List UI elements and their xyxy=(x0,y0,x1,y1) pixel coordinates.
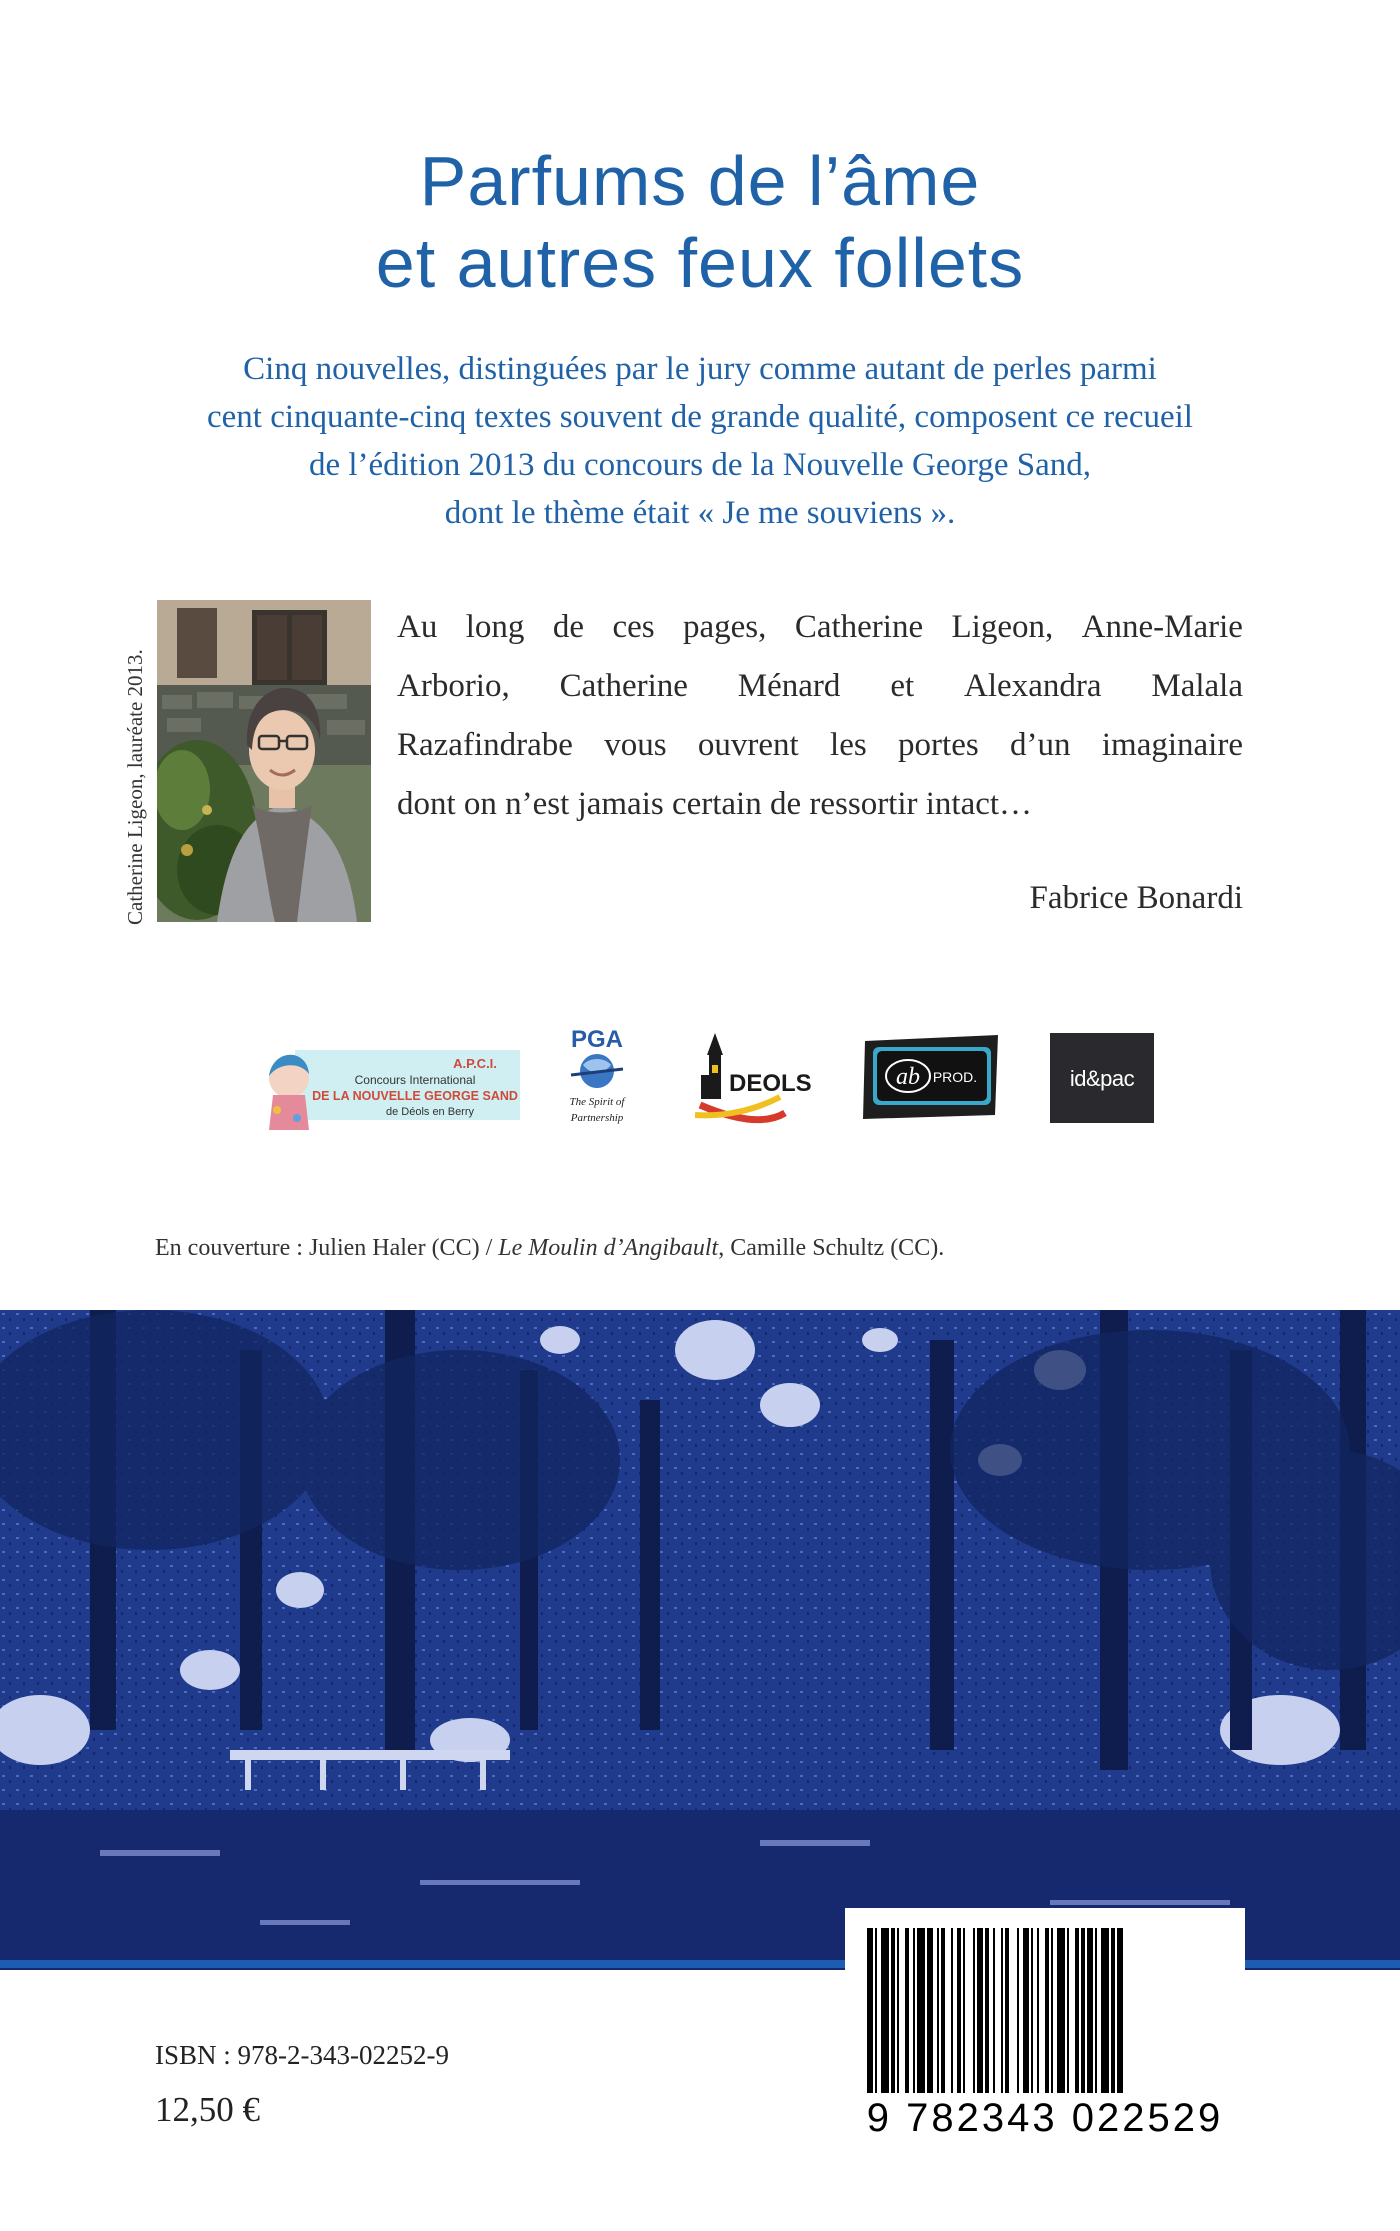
apci-line4: de Déols en Berry xyxy=(385,1106,475,1118)
barcode-bar xyxy=(1051,1928,1053,2093)
intro-line: de l’édition 2013 du concours de la Nouvelle George Sand, xyxy=(308,447,1092,483)
barcode-bar xyxy=(1001,1928,1003,2093)
barcode-digits: 9 782343 022529 xyxy=(866,2096,1224,2140)
barcode-bar xyxy=(867,1928,873,2093)
barcode-bar xyxy=(963,1928,965,2093)
barcode-bar xyxy=(1037,1928,1039,2093)
barcode-bars xyxy=(845,1908,1245,2098)
idpac-logo xyxy=(1050,1033,1154,1123)
barcode-bar xyxy=(1087,1928,1093,2093)
word: pages, xyxy=(683,609,767,645)
word: Anne-Marie xyxy=(1081,609,1243,645)
author-photo xyxy=(157,600,371,922)
barcode-bar xyxy=(881,1928,889,2093)
barcode-bar xyxy=(977,1928,983,2093)
barcode-bar xyxy=(1023,1928,1029,2093)
book-title xyxy=(0,140,1400,304)
intro-line: Cinq nouvelles, distinguées par le jury comme autant de perles parmi xyxy=(243,351,1157,387)
body-line xyxy=(397,657,1243,716)
apci-line1: A.P.C.I. xyxy=(453,1056,497,1071)
photo-caption: Catherine Ligeon, lauréate 2013. xyxy=(123,649,147,925)
barcode-bar xyxy=(917,1928,925,2093)
intro-line: cent cinquante-cinq textes souvent de grande qualité, composent ce recueil xyxy=(207,399,1193,435)
abprod-mark: ab xyxy=(896,1064,920,1090)
barcode-bar xyxy=(1075,1928,1079,2093)
price: 12,50 € xyxy=(155,2090,260,2129)
word: Alexandra xyxy=(964,668,1102,704)
cover-credits xyxy=(155,1235,944,1262)
barcode-bar xyxy=(1095,1928,1097,2093)
barcode-bar xyxy=(891,1928,895,2093)
word: ces xyxy=(612,609,655,645)
barcode-bar xyxy=(957,1928,961,2093)
signature: Fabrice Bonardi xyxy=(1029,880,1243,916)
barcode-bar xyxy=(1067,1928,1069,2093)
barcode-bar xyxy=(993,1928,995,2093)
pga-logo xyxy=(553,1025,641,1130)
idpac-name: id&pac xyxy=(1069,1066,1135,1091)
barcode xyxy=(845,1908,1245,2138)
intro-paragraph xyxy=(100,345,1300,537)
deols-logo xyxy=(695,1025,825,1135)
barcode-bar xyxy=(1101,1928,1109,2093)
word: d’un xyxy=(1010,727,1071,763)
word: les xyxy=(830,727,867,763)
body-paragraph xyxy=(397,598,1243,834)
body-line xyxy=(397,775,1243,834)
credits-title: Le Moulin d’Angibault xyxy=(498,1235,719,1261)
barcode-bar xyxy=(1017,1928,1019,2093)
word: Arborio, xyxy=(397,668,510,704)
body-line xyxy=(397,598,1243,657)
barcode-bar xyxy=(1057,1928,1065,2093)
word: vous xyxy=(604,727,667,763)
apci-line2: Concours International xyxy=(354,1073,476,1087)
barcode-bar xyxy=(1045,1928,1049,2093)
word: Au xyxy=(397,609,438,645)
credits-prefix: En couverture : Julien Haler (CC) / xyxy=(155,1235,499,1261)
word: Catherine xyxy=(794,609,924,645)
barcode-bar xyxy=(1111,1928,1115,2093)
apci-line3: DE LA NOUVELLE GEORGE SAND xyxy=(312,1089,518,1103)
word: imaginaire xyxy=(1101,727,1243,763)
book-title-line-1: Parfums de l’âme xyxy=(419,142,981,220)
pga-tagline2: Partnership xyxy=(570,1112,624,1124)
intro-line: dont le thème était « Je me souviens ». xyxy=(444,495,956,531)
barcode-bar xyxy=(927,1928,933,2093)
book-title-line-2: et autres feux follets xyxy=(375,224,1025,302)
abprod-text: PROD. xyxy=(932,1069,978,1085)
forest-image xyxy=(0,1310,1400,1970)
word: Ménard xyxy=(737,668,841,704)
credits-suffix: , Camille Schultz (CC). xyxy=(718,1235,945,1261)
barcode-bar xyxy=(937,1928,939,2093)
barcode-bar xyxy=(941,1928,945,2093)
barcode-bar xyxy=(1031,1928,1033,2093)
body-line xyxy=(397,716,1243,775)
barcode-bar xyxy=(875,1928,877,2093)
barcode-bar xyxy=(1081,1928,1085,2093)
deols-name: DEOLS xyxy=(729,1070,812,1097)
apci-logo xyxy=(265,1040,520,1130)
isbn: ISBN : 978-2-343-02252-9 xyxy=(155,2040,449,2070)
barcode-bar xyxy=(1005,1928,1009,2093)
barcode-bar xyxy=(905,1928,909,2093)
barcode-bar xyxy=(897,1928,899,2093)
word: dont on n’est jamais certain de ressortir intact… xyxy=(397,786,1033,822)
barcode-bar xyxy=(913,1928,915,2093)
barcode-bar xyxy=(1117,1928,1123,2093)
word: Razafindrabe xyxy=(397,727,573,763)
abprod-logo xyxy=(863,1035,1000,1120)
barcode-bar xyxy=(985,1928,989,2093)
word: Ligeon, xyxy=(951,609,1054,645)
word: Catherine xyxy=(559,668,688,704)
word: et xyxy=(890,668,915,704)
pga-tagline1: The Spirit of xyxy=(569,1096,625,1108)
word: portes xyxy=(898,727,979,763)
barcode-bar xyxy=(951,1928,953,2093)
barcode-bar xyxy=(973,1928,975,2093)
word: Malala xyxy=(1151,668,1243,704)
word: de xyxy=(552,609,585,645)
word: long xyxy=(465,609,525,645)
pga-name: PGA xyxy=(570,1026,624,1053)
word: ouvrent xyxy=(697,727,799,763)
